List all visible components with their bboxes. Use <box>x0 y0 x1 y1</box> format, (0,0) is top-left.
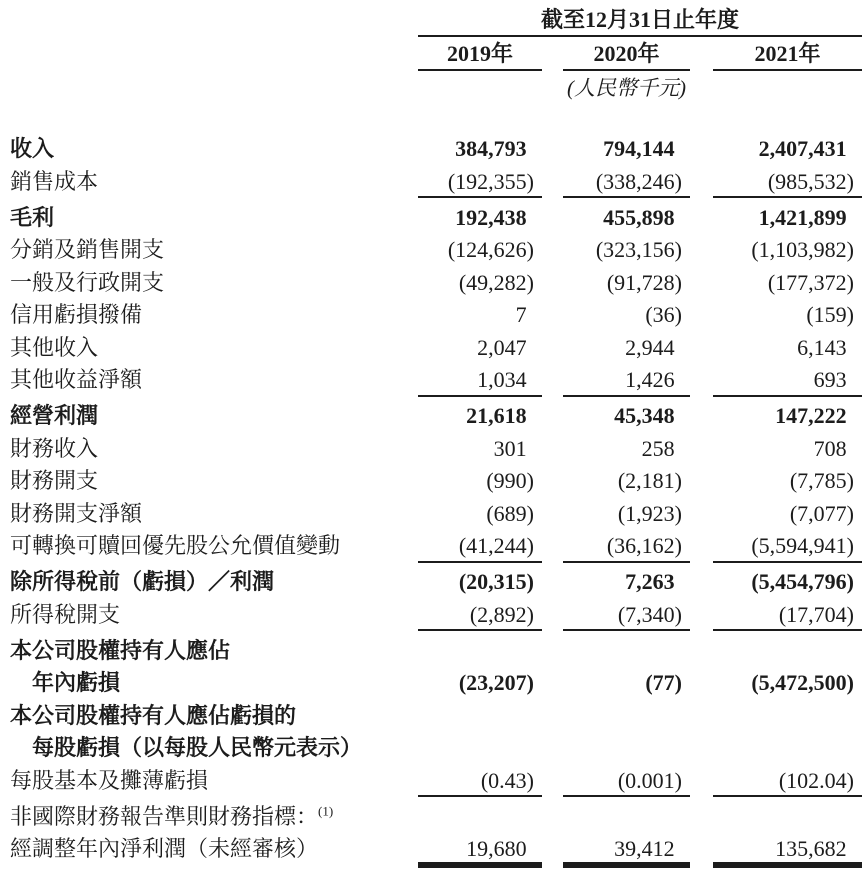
value-2020: 258 <box>641 435 675 461</box>
period-header: 截至12月31日止年度 <box>418 6 862 37</box>
value-2020: (77) <box>645 670 682 695</box>
row-label: 每股虧損（以每股人民幣元表示） <box>32 735 363 760</box>
value-2021: (102.04) <box>713 765 862 798</box>
table-row <box>0 667 862 700</box>
year-header-row <box>0 39 862 71</box>
value-2021: 1,421,899 <box>758 204 847 230</box>
value-2020: (7,340) <box>563 599 690 632</box>
value-2020: (338,246) <box>563 166 690 199</box>
value-2021: 2,407,431 <box>758 136 847 161</box>
table-row <box>0 732 862 765</box>
unit-note: (人民幣千元) <box>567 76 686 100</box>
row-label: 分銷及銷售開支 <box>10 237 165 262</box>
value-2021: (7,077) <box>789 500 854 526</box>
value-2019: (990) <box>486 468 534 493</box>
table-row <box>0 700 862 733</box>
row-label: 財務開支 <box>10 468 99 493</box>
value-2021 <box>713 732 862 765</box>
value-2021: 693 <box>713 364 862 397</box>
value-2019 <box>418 732 542 765</box>
value-2019: (689) <box>486 500 534 526</box>
value-2021 <box>713 700 862 733</box>
column-header-2019: 2019年 <box>418 39 542 71</box>
value-2021: (5,594,941) <box>713 530 862 563</box>
column-header-2021: 2021年 <box>713 39 862 71</box>
value-2019 <box>418 635 542 668</box>
value-2020: (1,923) <box>617 500 682 526</box>
unit-note-row <box>0 73 862 104</box>
table-row <box>0 530 862 563</box>
table-row <box>0 433 862 466</box>
value-2020 <box>563 801 690 834</box>
value-2019: (2,892) <box>418 599 542 632</box>
value-2020 <box>563 732 690 765</box>
row-label: 可轉換可贖回優先股公允價值變動 <box>10 533 341 558</box>
value-2020: (36) <box>645 302 682 327</box>
table-row <box>0 833 862 866</box>
table-body <box>0 133 864 866</box>
value-2021: 708 <box>813 435 847 461</box>
footnote-marker: (1) <box>318 803 334 819</box>
row-label: 除所得稅前（虧損）／利潤 <box>10 569 275 594</box>
value-2021 <box>713 635 862 668</box>
value-2019: 7 <box>515 302 527 327</box>
value-2019: 19,680 <box>418 833 542 866</box>
value-2021 <box>713 801 862 834</box>
value-2021: (7,785) <box>789 468 854 493</box>
value-2020: (2,181) <box>617 468 682 493</box>
value-2019 <box>418 801 542 834</box>
value-2019: (124,626) <box>447 237 534 262</box>
value-2020: 455,898 <box>603 204 675 230</box>
value-2021: (1,103,982) <box>751 237 854 262</box>
value-2019: (20,315) <box>458 569 534 594</box>
row-label: 其他收入 <box>10 334 99 360</box>
value-2021: 135,682 <box>713 833 862 866</box>
value-2020: (323,156) <box>595 237 682 262</box>
value-2019: (49,282) <box>458 269 534 295</box>
row-label: 年內虧損 <box>32 670 121 695</box>
value-2019: (0.43) <box>418 765 542 798</box>
row-label: 收入 <box>10 136 55 161</box>
row-label: 經營利潤 <box>10 403 99 428</box>
row-label: 所得稅開支 <box>10 601 121 627</box>
table-row <box>0 498 862 531</box>
table-row <box>0 801 862 834</box>
table-row <box>0 465 862 498</box>
value-2020: (0.001) <box>563 765 690 798</box>
value-2019: 384,793 <box>455 136 527 161</box>
value-2020 <box>563 700 690 733</box>
value-2021: (159) <box>806 302 854 327</box>
value-2021: (17,704) <box>713 599 862 632</box>
value-2019 <box>418 700 542 733</box>
value-2019: (23,207) <box>458 670 534 695</box>
value-2021: (985,532) <box>713 166 862 199</box>
table-row <box>0 133 862 166</box>
value-2021: (177,372) <box>767 269 854 295</box>
value-2019: 192,438 <box>455 204 527 230</box>
row-label: 毛利 <box>10 204 55 230</box>
table-row <box>0 299 862 332</box>
value-2019: 301 <box>493 435 527 461</box>
table-row <box>0 566 862 599</box>
table-row <box>0 202 862 235</box>
value-2020: 45,348 <box>614 403 675 428</box>
value-2021: (5,472,500) <box>751 670 854 695</box>
row-label: 一般及行政開支 <box>10 269 165 295</box>
value-2019: 1,034 <box>418 364 542 397</box>
row-label: 本公司股權持有人應佔 <box>10 637 231 663</box>
value-2020: 1,426 <box>563 364 690 397</box>
table-row <box>0 400 862 433</box>
value-2021: 6,143 <box>797 334 847 360</box>
row-label: 非國際財務報告準則財務指標：$^{(1)}$ <box>10 803 334 829</box>
row-label: 每股基本及攤薄虧損 <box>10 767 209 793</box>
table-row <box>0 635 862 668</box>
period-header-row <box>0 6 862 37</box>
value-2020: 39,412 <box>563 833 690 866</box>
value-2021: (5,454,796) <box>751 569 854 594</box>
table-row <box>0 267 862 300</box>
table-row <box>0 166 862 199</box>
value-2019: 2,047 <box>477 334 527 360</box>
row-label: 財務收入 <box>10 435 99 461</box>
value-2021: 147,222 <box>775 403 847 428</box>
value-2020: (91,728) <box>606 269 682 295</box>
row-label: 財務開支淨額 <box>10 500 143 526</box>
table-row <box>0 765 862 798</box>
row-label: 本公司股權持有人應佔虧損的 <box>10 702 297 728</box>
value-2020 <box>563 635 690 668</box>
table-row <box>0 364 862 397</box>
row-label: 信用虧損撥備 <box>10 302 143 327</box>
table-row <box>0 332 862 365</box>
value-2020: (36,162) <box>563 530 690 563</box>
row-label: 其他收益淨額 <box>10 367 143 392</box>
value-2020: 794,144 <box>603 136 675 161</box>
value-2020: 7,263 <box>625 569 675 594</box>
row-label: 經調整年內淨利潤（未經審核） <box>10 836 319 861</box>
table-row <box>0 599 862 632</box>
value-2020: 2,944 <box>625 334 675 360</box>
value-2019: (192,355) <box>418 166 542 199</box>
table-row <box>0 234 862 267</box>
column-header-2020: 2020年 <box>563 39 690 71</box>
value-2019: 21,618 <box>466 403 527 428</box>
value-2019: (41,244) <box>418 530 542 563</box>
row-label: 銷售成本 <box>10 168 99 194</box>
